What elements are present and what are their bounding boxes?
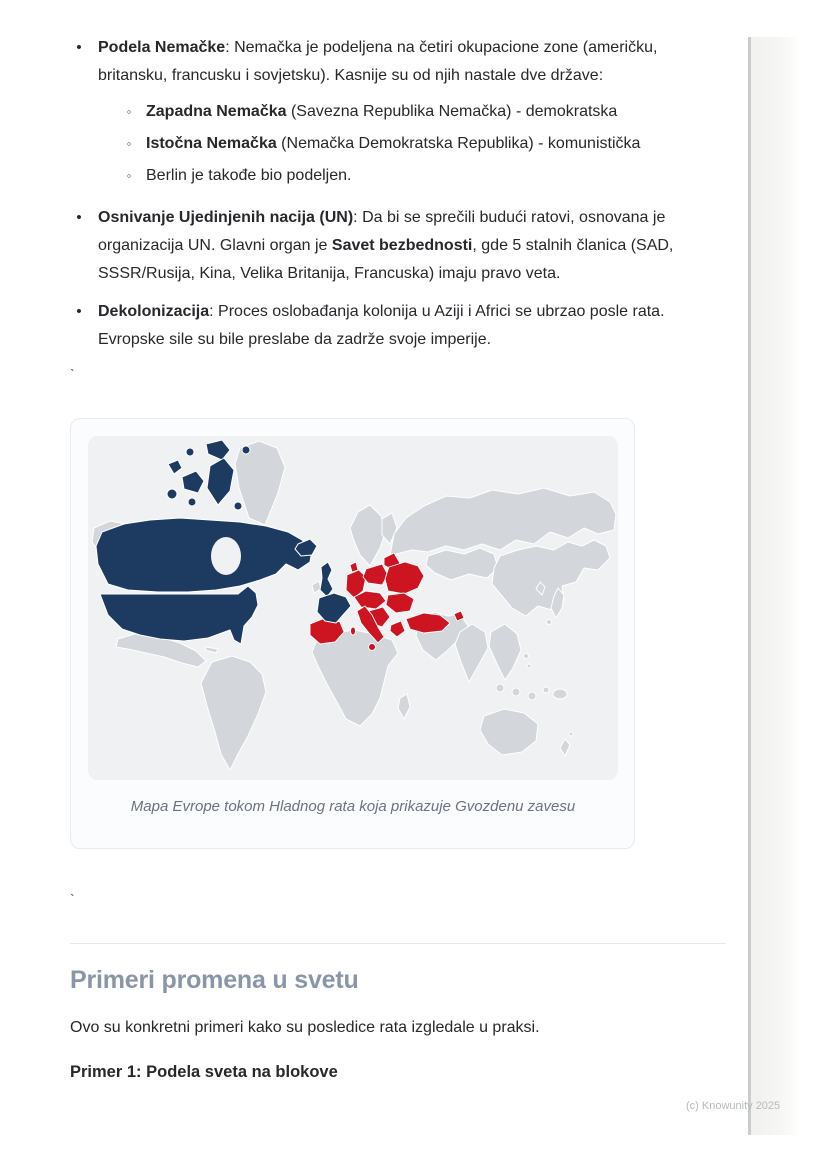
list-item-body (98, 34, 726, 194)
list-item-body (98, 298, 726, 354)
bullet-icon: • (76, 39, 82, 56)
sub-list-item (122, 98, 726, 126)
sub-list-item (122, 130, 726, 158)
bullet-list (70, 34, 726, 354)
sub-bullet-icon: ◦ (126, 104, 132, 119)
section-paragraph: Ovo su konkretni primeri kako su posledice rata izgledale u praksi. (70, 1019, 540, 1036)
world-map-image (88, 436, 618, 780)
section-divider (70, 943, 726, 944)
sub-bullet-icon: ◦ (126, 136, 132, 151)
map-image-panel (88, 436, 618, 780)
page-edge-shadow (751, 37, 797, 1135)
bullet-icon: • (76, 303, 82, 320)
sub-list-item-text: Berlin je takođe bio podeljen. (146, 167, 352, 184)
sub-list-item (122, 162, 726, 190)
document-content (70, 34, 726, 1084)
sub-list-item-text: Istočna Nemačka (Nemačka Demokratska Republika) - komunistička (146, 135, 641, 152)
page-edge-line (748, 37, 751, 1135)
stray-backtick: ` (70, 366, 75, 382)
hudson-bay (211, 537, 241, 575)
list-item-text: Osnivanje Ujedinjenih nacija (UN): Da bi se sprečili budući ratovi, osnovana je organizacija UN. Glavni organ je Savet bezbednosti, gde 5 stalnih članica (SAD, SSSR/Rusija, Kina, Velika Britanija, Francuska) imaju pravo veta. (98, 209, 674, 282)
map-figure-card (70, 418, 635, 849)
list-item-text: Podela Nemačke: Nemačka je podeljena na četiri okupacione zone (američku, britansku, francusku i sovjetsku). Kasnije su od njih nastale dve države: (98, 39, 658, 84)
list-item (70, 204, 726, 288)
stray-backtick: ` (70, 891, 75, 907)
bullet-icon: • (76, 209, 82, 226)
list-item (70, 298, 726, 354)
example-subheading: Primer 1: Podela sveta na blokove (70, 1063, 338, 1081)
sub-bullet-icon: ◦ (126, 168, 132, 183)
list-item (70, 34, 726, 194)
sub-list-item-text: Zapadna Nemačka (Savezna Republika Nemačka) - demokratska (146, 103, 618, 120)
section-heading: Primeri promena u svetu (70, 966, 359, 994)
copyright-watermark: (c) Knowunity 2025 (686, 1100, 781, 1112)
list-item-body (98, 204, 726, 288)
list-item-text: Dekolonizacija: Proces oslobađanja kolonija u Aziji i Africi se ubrzao posle rata. Evropske sile su bile preslabe da zadrže svoje imperije. (98, 303, 665, 348)
sub-bullet-list (98, 98, 726, 190)
map-caption: Mapa Evrope tokom Hladnog rata koja prikazuje Gvozdenu zavesu (130, 798, 576, 815)
